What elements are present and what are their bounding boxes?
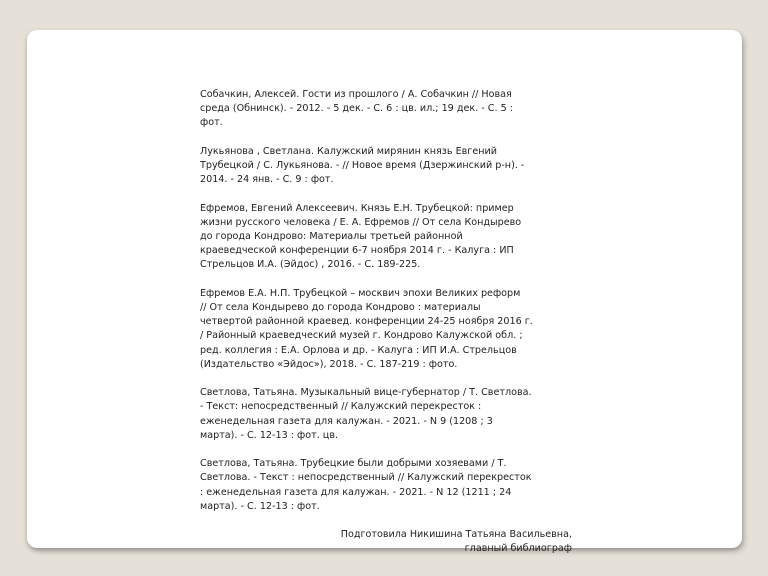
entry-line: ред. коллегия : Е.А. Орлова и др. - Калуга : ИП И.А. Стрельцов [200, 344, 517, 356]
bibliography-entry-1 [200, 88, 572, 131]
entry-line: Светлова, Татьяна. Трубецкие были добрыми хозяевами / Т. [200, 458, 507, 470]
signature-block [200, 528, 572, 556]
entry-line: (Издательство «Эйдос»), 2018. - С. 187-219 : фото. [200, 358, 458, 370]
entry-line: четвертой районной краевед. конференции 24-25 ноября 2016 г. [200, 316, 533, 328]
signature-name: Подготовила Никишина Татьяна Васильевна, [340, 529, 572, 541]
signature-title: главный библиограф [464, 543, 572, 555]
entry-line: : еженедельная газета для калужан. - 2021. - N 12 (1211 ; 24 [200, 486, 512, 498]
entry-line: жизни русского человека / Е. А. Ефремов // От села Кондырево [200, 216, 522, 228]
bibliography-entry-2 [200, 145, 572, 188]
entry-line: - Текст: непосредственный // Калужский перекресток : [200, 401, 482, 413]
entry-line: Светлова, Татьяна. Музыкальный вице-губернатор / Т. Светлова. [200, 387, 532, 399]
bibliography-entry-5 [200, 386, 572, 443]
entry-line: марта). - С. 12-13 : фот. цв. [200, 429, 339, 441]
entry-line: среда (Обнинск). - 2012. - 5 дек. - С. 6 : цв. ил.; 19 дек. - С. 5 : [200, 103, 513, 115]
entry-line: Стрельцов И.А. (Эйдос) , 2016. - С. 189-225. [200, 259, 421, 271]
bibliography-list [200, 88, 572, 557]
entry-line: Светлова. - Текст : непосредственный // Калужский перекресток [200, 472, 532, 484]
entry-line: / Районный краеведческий музей г. Кондрово Калужской обл. ; [200, 330, 523, 342]
entry-line: Собачкин, Алексей. Гости из прошлого / А. Собачкин // Новая [200, 89, 512, 100]
bibliography-entry-4 [200, 287, 572, 372]
entry-line: еженедельная газета для калужан. - 2021. - N 9 (1208 ; 3 [200, 415, 493, 427]
entry-line: фот. [200, 117, 223, 129]
entry-line: Ефремов, Евгений Алексеевич. Князь Е.Н. Трубецкой: пример [200, 202, 514, 214]
entry-line: Ефремов Е.А. Н.П. Трубецкой – москвич эпохи Великих реформ [200, 287, 521, 299]
entry-line: Трубецкой / С. Лукьянова. - // Новое время (Дзержинский р-н). - [200, 160, 525, 171]
entry-line: до города Кондрово: Материалы третьей районной [200, 231, 463, 242]
entry-line: краеведческой конференции 6-7 ноября 2014 г. - Калуга : ИП [200, 245, 514, 257]
entry-line: марта). - С. 12-13 : фот. [200, 500, 320, 512]
bibliography-entry-3 [200, 202, 572, 273]
entry-line: // От села Кондырево до города Кондрово : материалы [200, 302, 481, 313]
entry-line: Лукьянова , Светлана. Калужский мирянин князь Евгений [200, 145, 497, 157]
bibliography-entry-6 [200, 457, 572, 514]
entry-line: 2014. - 24 янв. - С. 9 : фот. [200, 174, 334, 186]
